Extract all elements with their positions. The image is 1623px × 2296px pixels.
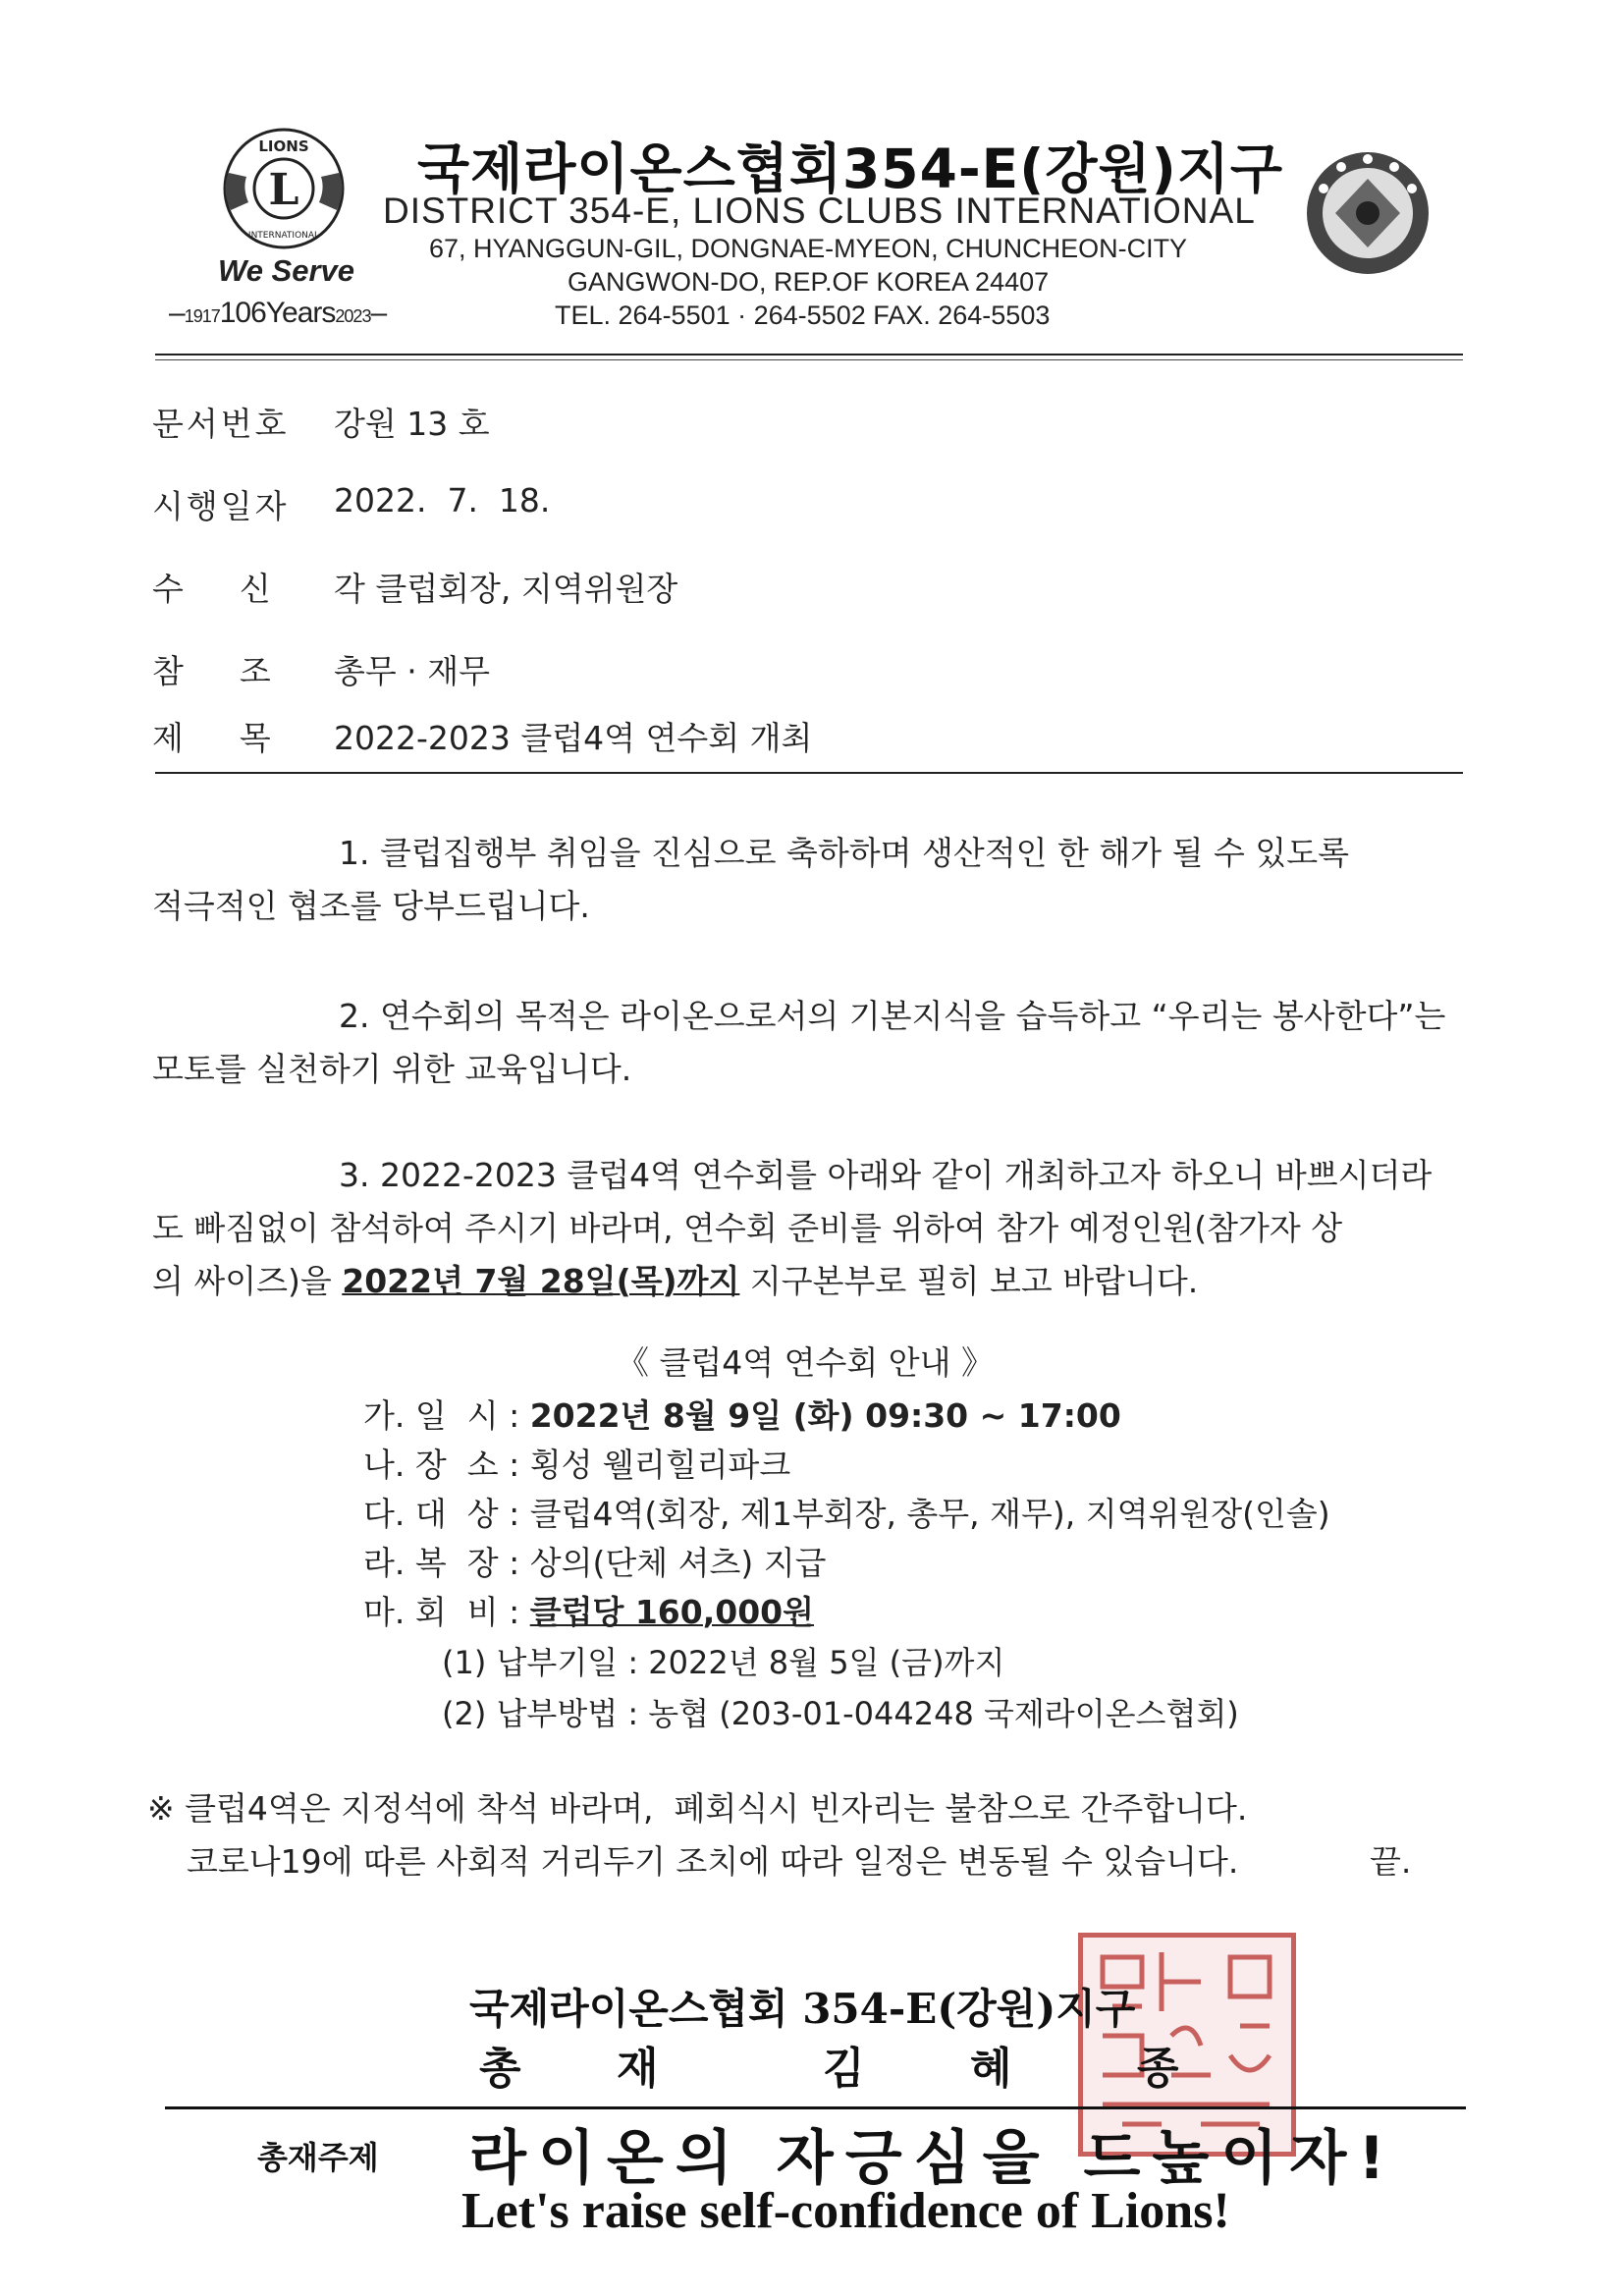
signature-name: 총 재 김 혜 종 (479, 2044, 1181, 2094)
governor-theme-english: Let's raise self-confidence of Lions! (461, 2183, 1230, 2239)
note-covid: 코로나19에 따른 사회적 거리두기 조치에 따라 일정은 변동될 수 있습니다. (187, 1842, 1239, 1881)
fee-payment-method: (2) 납부방법 : 농협 (203-01-044248 국제라이온스협회) (442, 1695, 1239, 1732)
telephone-fax: TEL. 264-5501 · 264-5502 FAX. 264-5503 (555, 301, 1051, 330)
paragraph-2: 2. 연수회의 목적은 라이온으로서의 기본지식을 습득하고 “우리는 봉사한다”는 모토를 실천하기 위한 교육입니다. (152, 997, 1446, 1088)
district-emblem-icon (1304, 149, 1432, 277)
governor-theme-korean: 라이온의 자긍심을 드높이자! (469, 2124, 1397, 2193)
reference-value: 총무 · 재무 (334, 652, 490, 690)
footer-divider (165, 2106, 1466, 2109)
theme-label: 총재주제 (257, 2139, 379, 2176)
address-line-2: GANGWON-DO, REP.OF KOREA 24407 (568, 267, 1050, 297)
paragraph-1: 1. 클럽집행부 취임을 진심으로 축하하며 생산적인 한 해가 될 수 있도록 적극적인 협조를 당부드립니다. (152, 834, 1349, 925)
meta-divider (155, 772, 1463, 774)
notice-item-dress: 라. 복 장 : 상의(단체 셔츠) 지급 (363, 1544, 827, 1582)
paragraph-3: 3. 2022-2023 클럽4역 연수회를 아래와 같이 개최하고자 하오니 바쁘시더라 도 빠짐없이 참석하여 주시기 바라며, 연수회 준비를 위하여 참가 예정인원(참가자 상 의 싸이즈)을 2022년 7월 28일(목)까지 지구본부로 필히 보고 바랍니다. (152, 1156, 1433, 1300)
header-divider (155, 354, 1463, 355)
issue-date-label: 시행일자 (152, 487, 290, 525)
notice-title: 《 클럽4역 연수회 안내 》 (617, 1343, 994, 1382)
doc-number-value: 강원 13 호 (334, 405, 490, 443)
report-deadline: 2022년 7월 28일(목)까지 (342, 1262, 740, 1300)
org-name-korean: 국제라이온스협회354-E(강원)지구 (417, 137, 1284, 200)
address-line-1: 67, HYANGGUN-GIL, DONGNAE-MYEON, CHUNCHEON-CITY (429, 234, 1188, 263)
lions-logo (221, 126, 347, 251)
doc-number-label: 문서번호 (152, 405, 290, 443)
end-mark: 끝. (1370, 1842, 1412, 1881)
signature-org: 국제라이온스협회 354-E(강원)지구 (469, 1985, 1136, 2033)
note-seating: ※ 클럽4역은 지정석에 착석 바라며, 폐회식시 빈자리는 불참으로 간주합니다. (147, 1789, 1248, 1828)
recipient-value: 각 클럽회장, 지역위원장 (334, 570, 678, 608)
subject-value: 2022-2023 클럽4역 연수회 개최 (334, 719, 813, 757)
notice-item-target: 다. 대 상 : 클럽4역(회장, 제1부회장, 총무, 재무), 지역위원장(인솔) (363, 1495, 1330, 1533)
recipient-label: 수 신 (152, 570, 274, 608)
svg-text:INTERNATIONAL: INTERNATIONAL (247, 231, 320, 241)
header-divider-thin (155, 359, 1463, 360)
org-name-english: DISTRICT 354-E, LIONS CLUBS INTERNATIONAL (383, 191, 1256, 231)
fee-due-date: (1) 납부기일 : 2022년 8월 5일 (금)까지 (442, 1644, 1005, 1681)
we-serve-slogan: We Serve (218, 253, 355, 288)
reference-label: 참 조 (152, 652, 274, 690)
notice-item-fee: 마. 회 비 : 클럽당 160,000원 (363, 1593, 815, 1631)
notice-item-venue: 나. 장 소 : 횡성 웰리힐리파크 (363, 1446, 791, 1484)
notice-item-datetime: 가. 일 시 : 2022년 8월 9일 (화) 09:30 ~ 17:00 (363, 1396, 1121, 1435)
subject-label: 제 목 (152, 719, 274, 757)
issue-date-value: 2022. 7. 18. (334, 481, 551, 519)
years-badge: –1917106Years2023– (169, 297, 387, 329)
svg-text:LIONS: LIONS (258, 137, 309, 155)
svg-text:L: L (268, 165, 299, 215)
